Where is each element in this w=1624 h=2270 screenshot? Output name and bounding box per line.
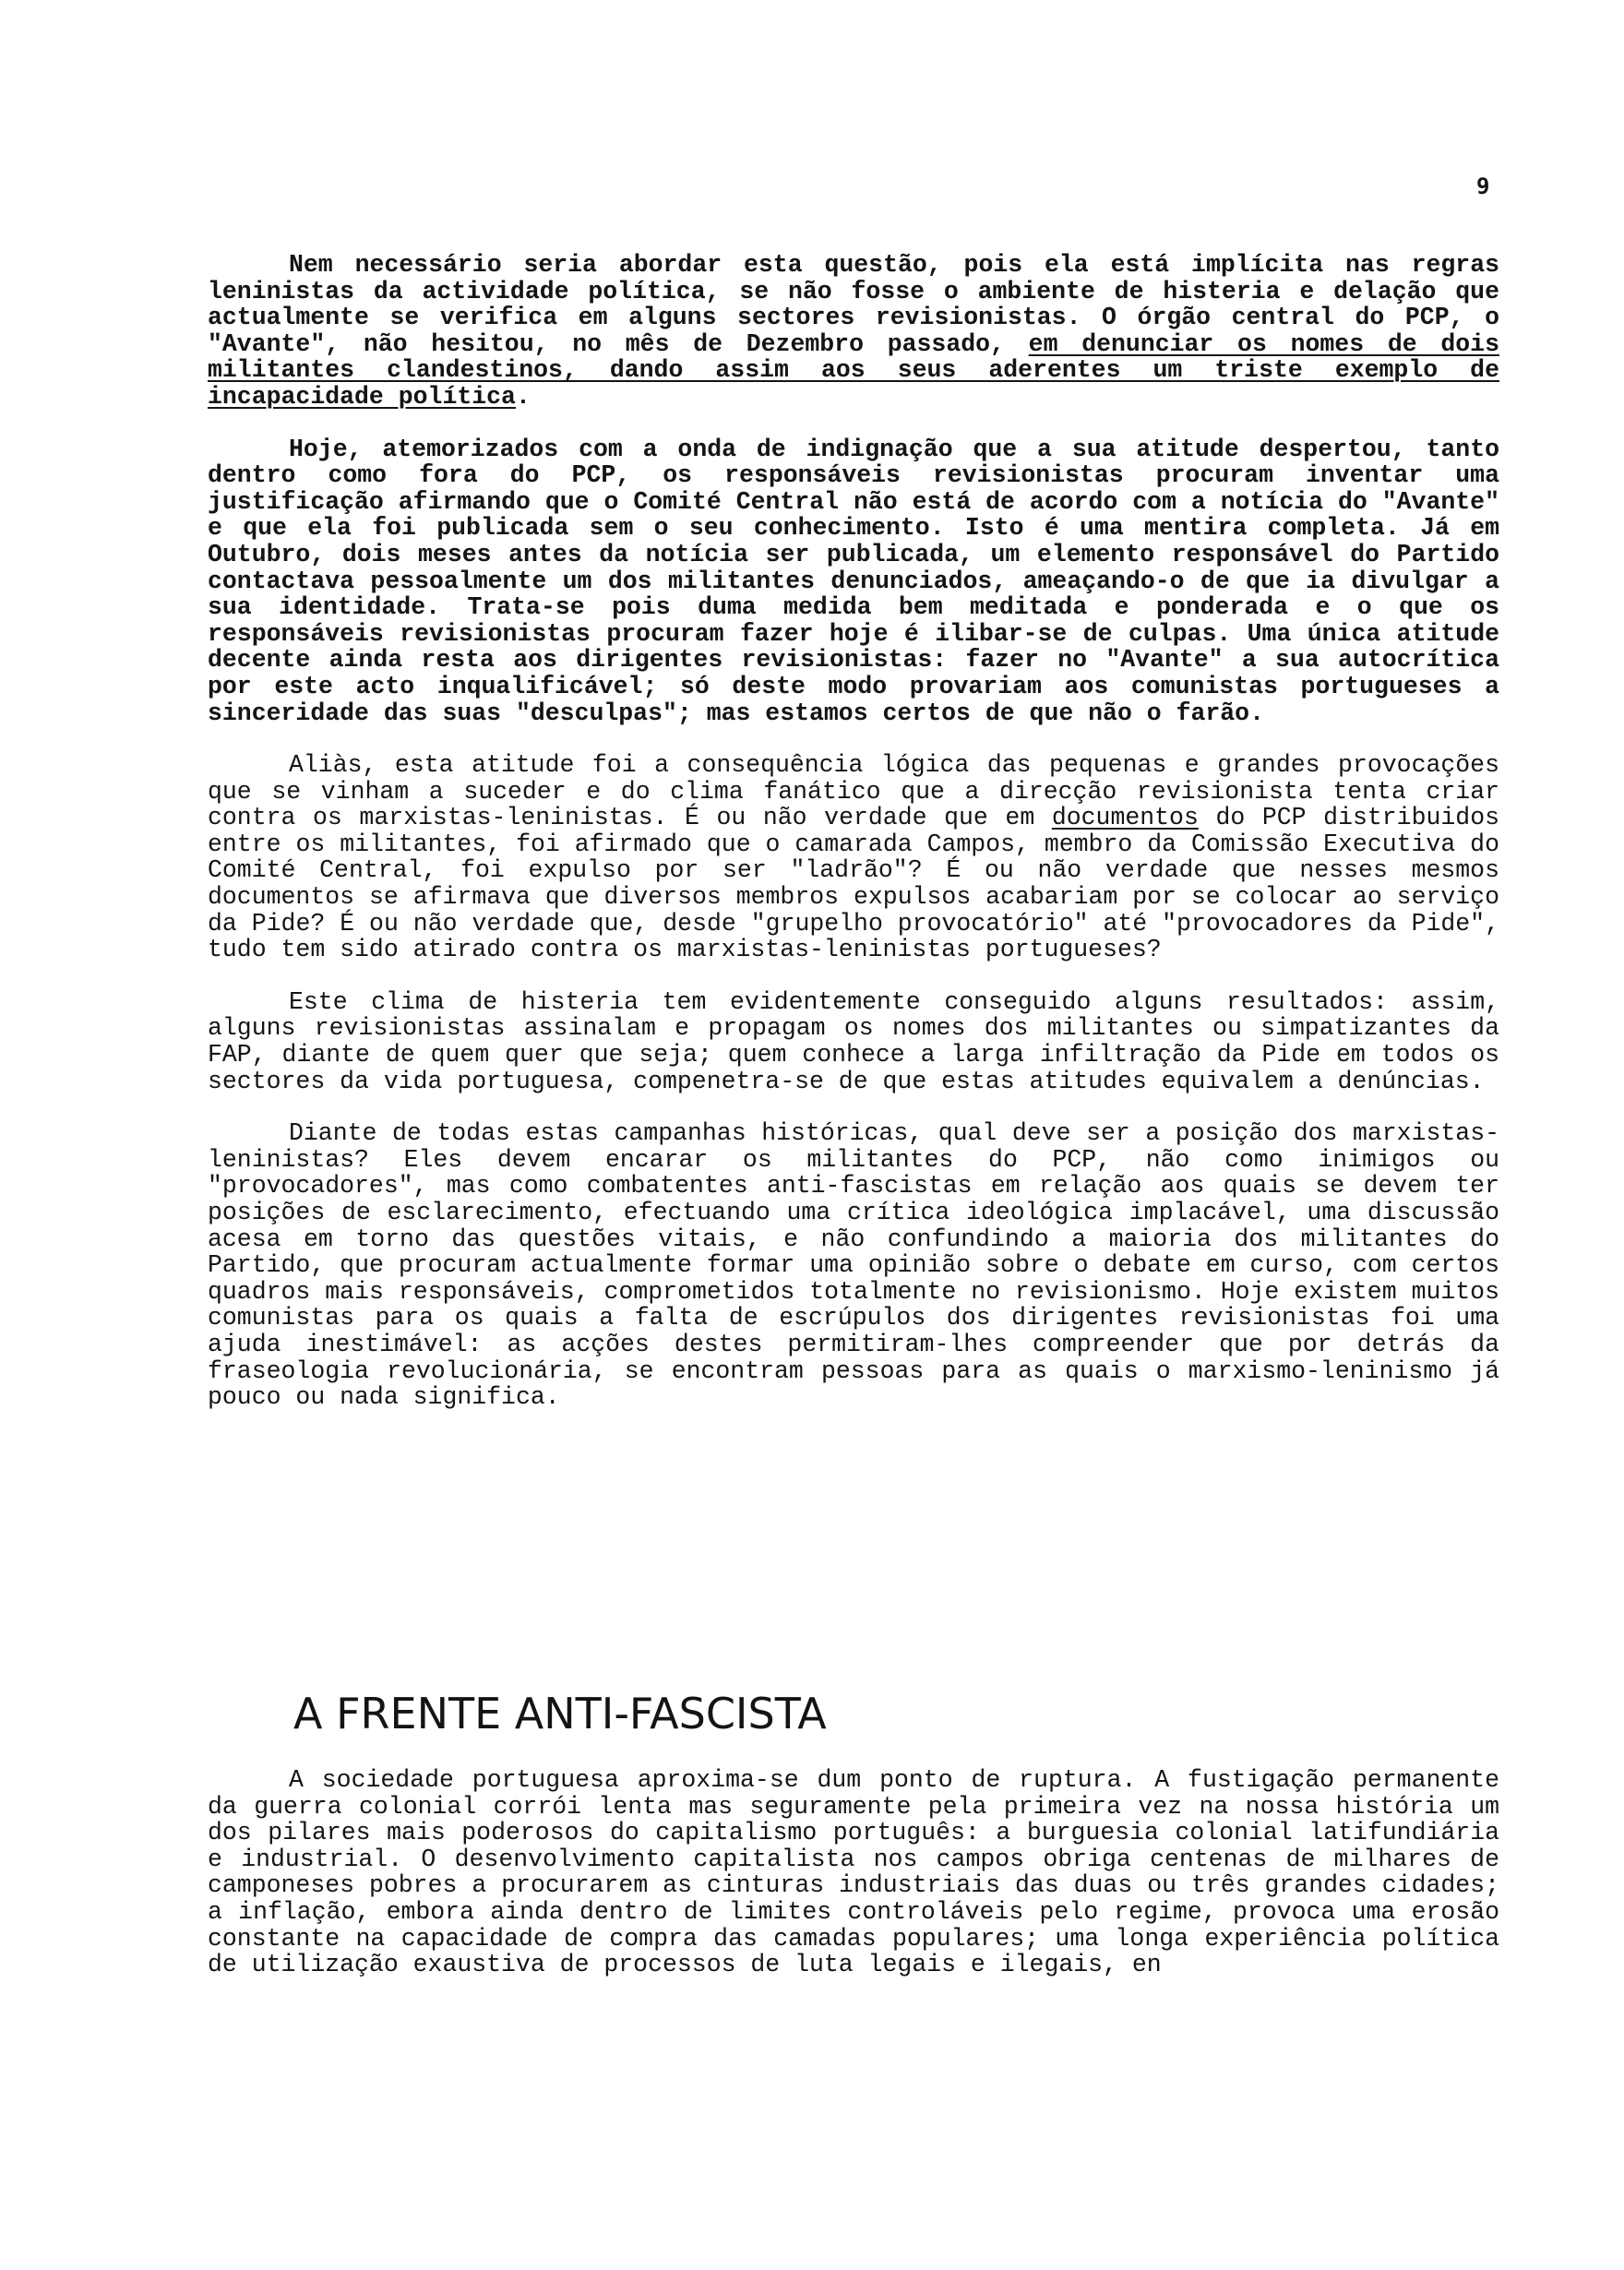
section-paragraph: A sociedade portuguesa aproxima-se dum ponto de ruptura. A fustigação permanente da guerra colonial corrói lenta mas seguramente pela primeira vez na nossa história um dos pilares mais poderosos do capitalismo português: a burguesia colonial latifundiária e industrial. O desenvolvimento capitalista nos campos obriga centenas de milhares de camponeses pobres a procurarem as cinturas industriais das duas ou três grandes cidades; a inflação, embora ainda dentro de limites controláveis pelo regime, provoca uma erosão constante na capacidade de compra das camadas populares; uma longa experiência política de utilização exaustiva de processos de luta legais e ilegais, en bbox=[208, 1766, 1499, 1979]
paragraph-3-underlined: documentos bbox=[1051, 804, 1199, 832]
section-heading: A FRENTE ANTI-FASCISTA bbox=[293, 1689, 827, 1738]
paragraph-5: Diante de todas estas campanhas históricas, qual deve ser a posição dos marxistas-leninistas? Eles devem encarar os militantes do PCP, não como inimigos ou "provocadores", mas como combatentes anti-fascistas em relação aos quais se devem ter posições de esclarecimento, efectuando uma crítica ideológica implacável, uma discussão acesa em torno das questões vitais, e não confundindo a maioria dos militantes do Partido, que procuram actualmente formar uma opinião sobre o debate em curso, com certos quadros mais responsáveis, comprometidos totalmente no revisionismo. Hoje existem muitos comunistas para os quais a falta de escrúpulos dos dirigentes revisionistas foi uma ajuda inestimável: as acções destes permitiram-lhes compreender que por detrás da fraseologia revolucionária, se encontram pessoas para as quais o marxismo-leninismo já pouco ou nada significa. bbox=[208, 1119, 1499, 1412]
section-body bbox=[208, 1767, 1499, 1978]
paragraph-3-text: Aliàs, esta atitude foi a consequência lógica das pequenas e grandes provocações que se vinham a suceder e do clima fanático que a direcção revisionista tenta criar contra os marxistas-leninistas. É ou não verdade que em bbox=[208, 751, 1499, 832]
paragraph-3-end: do PCP distribuidos entre os militantes, foi afirmado que o camarada Campos, membro da Comissão Executiva do Comité Central, foi expulso por ser "ladrão"? É ou não verdade que nesses mesmos documentos se afirmava que diversos membros expulsos acabariam por se colocar ao serviço da Pide? É ou não verdade que, desde "grupelho provocatório" até "provocadores da Pide", tudo tem sido atirado contra os marxistas-leninistas portugueses? bbox=[208, 804, 1500, 964]
paragraph-1-text: Nem necessário seria abordar esta questão, pois ela está implícita nas regras leninistas da actividade política, se não fosse o ambiente de histeria e delação que actualmente se verifica em alguns sectores revisionistas. O órgão central do PCP, o "Avante", não hesitou, no mês de Dezembro passado, bbox=[208, 251, 1499, 358]
paragraph-1-end: . bbox=[515, 382, 531, 411]
page-number: 9 bbox=[1476, 173, 1490, 199]
paragraph-1 bbox=[208, 252, 1499, 411]
paragraph-1-underlined: em denunciar os nomes de dois militantes clandestinos, dando assim aos seus aderentes um triste exemplo de incapacidade política bbox=[208, 329, 1499, 411]
paragraph-3 bbox=[208, 752, 1499, 963]
article-body bbox=[208, 252, 1499, 1411]
paragraph-2: Hoje, atemorizados com a onda de indignação que a sua atitude despertou, tanto dentro como fora do PCP, os responsáveis revisionistas procuram inventar uma justificação afirmando que o Comité Central não está de acordo com a notícia do "Avante" e que ela foi publicada sem o seu conhecimento. Isto é uma mentira completa. Já em Outubro, dois meses antes da notícia ser publicada, um elemento responsável do Partido contactava pessoalmente um dos militantes denunciados, ameaçando-o de que ia divulgar a sua identidade. Trata-se pois duma medida bem meditada e ponderada e o que os responsáveis revisionistas procuram fazer hoje é ilibar-se de culpas. Uma única atitude decente ainda resta aos dirigentes revisionistas: fazer no "Avante" a sua autocrítica por este acto inqualificável; só deste modo provariam aos comunistas portugueses a sinceridade das suas "desculpas"; mas estamos certos de que não o farão. bbox=[208, 435, 1499, 727]
paragraph-4: Este clima de histeria tem evidentemente conseguido alguns resultados: assim, alguns revisionistas assinalam e propagam os nomes dos militantes ou simpatizantes da FAP, diante de quem quer que seja; quem conhece a larga infiltração da Pide em todos os sectores da vida portuguesa, compenetra-se de que estas atitudes equivalem a denúncias. bbox=[208, 987, 1499, 1095]
